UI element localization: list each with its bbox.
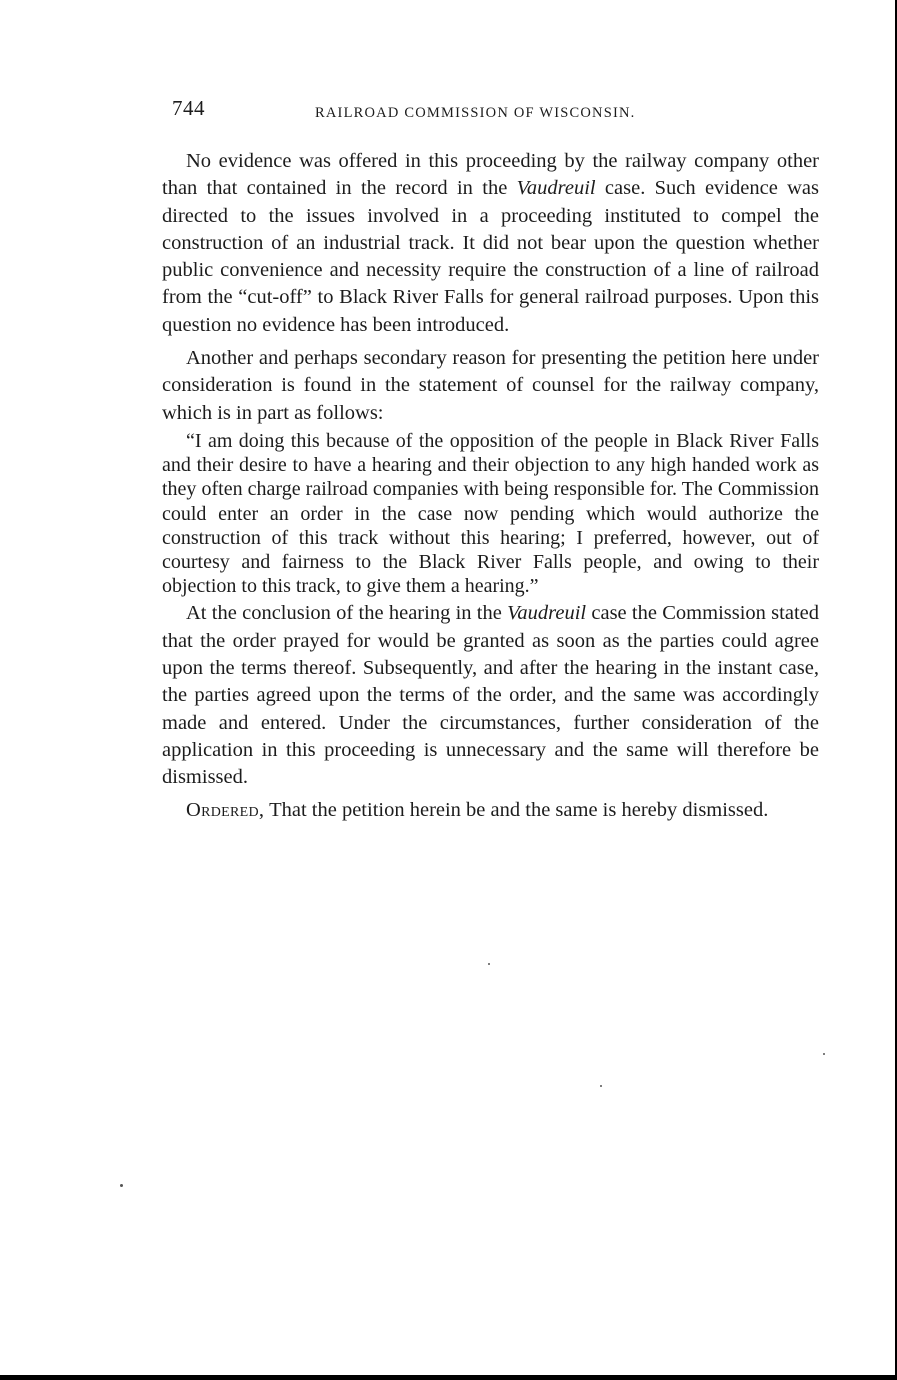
page-header [172, 96, 822, 126]
ordered-lead: Ordered, [186, 799, 265, 822]
paragraph-conclusion-part-1: At the conclusion of the hearing in the [186, 602, 508, 625]
scan-speck [120, 1184, 123, 1187]
body-text [162, 148, 819, 825]
paragraph-evidence [162, 148, 819, 339]
scan-edge-bottom [0, 1375, 897, 1380]
paragraph-order [162, 797, 819, 824]
ordered-text: That the petition herein be and the same is hereby dismissed. [264, 799, 769, 822]
paragraph-conclusion [162, 600, 819, 791]
paragraph-conclusion-part-2: case the Commission stated that the order prayed for would be granted as soon as the parties could agree upon the terms thereof. Subsequently, and after the hearing in the instant case, the parties agreed upon the terms of the order, and the same was accordingly made and entered. Under the circumstances, further consideration of the application in this proceeding is unnecessary and the same will therefore be dismissed. [162, 602, 819, 789]
case-name-vaudreuil: Vaudreuil [516, 177, 596, 200]
running-head: RAILROAD COMMISSION OF WISCONSIN. [315, 105, 636, 121]
scan-speck [488, 963, 490, 965]
paragraph-evidence-part-1: No evidence was offered in this proceeding by the railway company other than that contained in the record in the [162, 150, 819, 200]
case-name-vaudreuil-2: Vaudreuil [507, 602, 587, 625]
counsel-quote: “I am doing this because of the opposition of the people in Black River Falls and their desire to have a hearing and their objection to any high handed work as they often charge railroad companies with being responsible for. The Commission could enter an order in the case now pending which would authorize the construction of this track without this hearing; I preferred, however, out of courtesy and fairness to the Black River Falls people, and owing to their objection to this track, to give them a hearing.” [162, 429, 819, 598]
scan-speck [823, 1053, 825, 1055]
paragraph-evidence-part-2: case. Such evidence was directed to the issues involved in a proceeding instituted to compel the construction of an industrial track. It did not bear upon the question whether public convenience and necessity require the construction of a line of railroad from the “cut-off” to Black River Falls for general railroad purposes. Upon this question no evidence has been introduced. [162, 177, 819, 336]
page-number: 744 [172, 96, 205, 120]
paragraph-secondary-reason: Another and perhaps secondary reason for presenting the petition here under consideration is found in the statement of counsel for the railway company, which is in part as follows: [162, 347, 819, 424]
scan-speck [600, 1085, 602, 1087]
